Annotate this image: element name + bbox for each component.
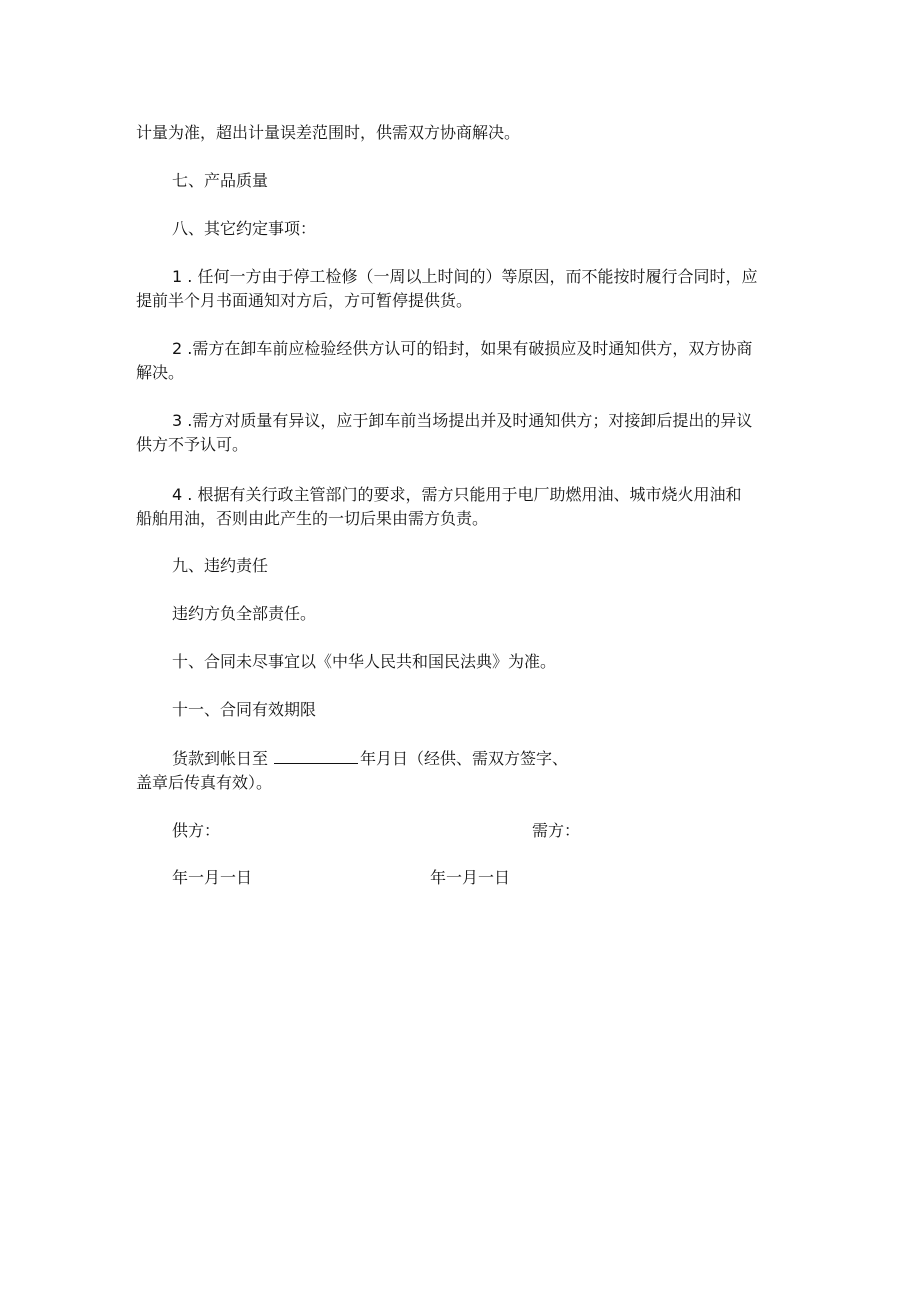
item-1-line-2: 提前半个月书面通知对方后，方可暂停提供货。	[136, 291, 473, 310]
item-2-line-2: 解决。	[136, 363, 185, 382]
validity-suffix: 年月日（经供、需双方签字、	[360, 749, 569, 768]
validity-prefix: 货款到帐日至	[172, 749, 269, 768]
supplier-label: 供方：	[172, 821, 221, 840]
validity-line-2: 盖章后传真有效）。	[136, 773, 273, 792]
section-11-title: 十一、合同有效期限	[172, 700, 317, 719]
paragraph-continuation: 计量为准，超出计量误差范围时，供需双方协商解决。	[136, 123, 521, 142]
date-blank	[274, 747, 358, 764]
item-3-line-2: 供方不予认可。	[136, 435, 249, 454]
section-10: 十、合同未尽事宜以《中华人民共和国民法典》为准。	[172, 652, 557, 671]
buyer-date: 年一月一日	[430, 868, 511, 887]
item-2-line-1: 2 .需方在卸车前应检验经供方认可的铅封，如果有破损应及时通知供方，双方协商	[172, 339, 753, 358]
section-9-body: 违约方负全部责任。	[172, 604, 317, 623]
item-3-line-1: 3 .需方对质量有异议，应于卸车前当场提出并及时通知供方；对接卸后提出的异议	[172, 411, 753, 430]
validity-line-1	[172, 746, 790, 772]
supplier-date: 年一月一日	[172, 868, 253, 887]
buyer-label: 需方：	[532, 821, 581, 840]
section-8-title: 八、其它约定事项：	[172, 219, 317, 238]
item-1-line-1: 1 . 任何一方由于停工检修（一周以上时间的）等原因，而不能按时履行合同时，应	[172, 267, 758, 286]
section-7-title: 七、产品质量	[172, 171, 269, 190]
section-9-title: 九、违约责任	[172, 556, 269, 575]
item-4-line-1: 4 . 根据有关行政主管部门的要求，需方只能用于电厂助燃用油、城市烧火用油和	[172, 485, 742, 504]
item-4-line-2: 船舶用油，否则由此产生的一切后果由需方负责。	[136, 509, 489, 528]
